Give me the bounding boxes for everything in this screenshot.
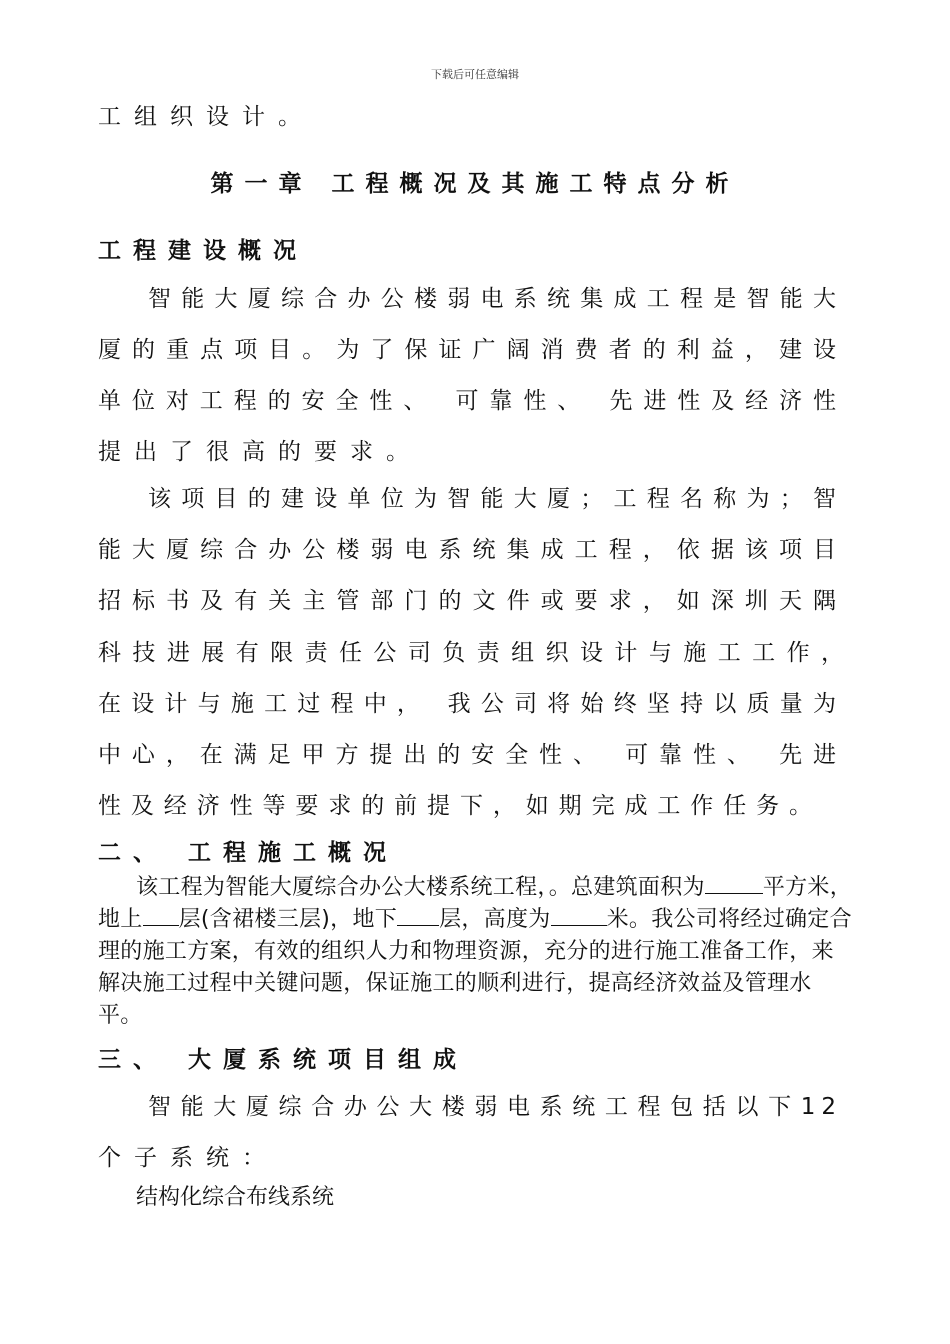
chapter-title: 第一章 工程概况及其施工特点分析 — [210, 171, 740, 197]
para2-line3: 招标书及有关主管部门的文件或要求，如深圳天隅 — [98, 588, 842, 614]
section2-paragraph — [98, 872, 854, 1032]
section3-para-line2: 个子系统： — [98, 1145, 278, 1171]
section2-text-a: 该工程为智能大厦综合办公大楼系统工程，。总建筑面积为 — [136, 875, 705, 900]
section2-title: 二、 工程施工概况 — [98, 840, 399, 866]
system-item-1: 结构化综合布线系统 — [136, 1185, 335, 1210]
para2-line4: 科技进展有限责任公司负责组织设计与施工工作， — [98, 640, 850, 666]
section2-text-b: 平方米，地上 — [98, 875, 853, 932]
para1-line4: 提出了很高的要求。 — [98, 439, 422, 465]
floors-below-blank — [397, 905, 439, 926]
section3-title: 三、 大厦系统项目组成 — [98, 1047, 469, 1073]
section2-text-d: 层，高度为 — [439, 907, 551, 932]
para2-line7: 性及经济性等要求的前提下，如期完成工作任务。 — [98, 793, 818, 819]
page-header: 下载后可任意编辑 — [431, 68, 519, 81]
area-blank — [705, 873, 763, 894]
section1-title: 工程建设概况 — [98, 238, 308, 264]
height-blank — [551, 905, 607, 926]
section2-text-c: 层(含裙楼三层)，地下 — [178, 907, 398, 932]
para2-line5: 在设计与施工过程中， 我公司将始终坚持以质量为 — [98, 691, 842, 717]
para1-line1: 智能大厦综合办公楼弱电系统集成工程是智能大 — [148, 286, 842, 312]
floors-above-blank — [143, 905, 179, 926]
para2-line1: 该项目的建设单位为智能大厦；工程名称为；智 — [148, 486, 842, 512]
para1-line2: 厦的重点项目。为了保证广阔消费者的利益，建设 — [98, 337, 842, 363]
para2-line2: 能大厦综合办公楼弱电系统集成工程，依据该项目 — [98, 537, 842, 563]
section2-text-e: 米。我公司将经过确定合理的施工方案，有效的组织人力和物理资源，充分的进行施工准备工作，来解决施工过程中关键问题，保证施工的顺利进行，提高经济效益及管理水平。 — [98, 907, 852, 1028]
para1-line3: 单位对工程的安全性、 可靠性、 先进性及经济性 — [98, 388, 842, 414]
section3-para-line1: 智能大厦综合办公大楼弱电系统工程包括以下12 — [148, 1094, 842, 1120]
intro-tail-text: 工组织设计。 — [98, 104, 314, 130]
para2-line6: 中心，在满足甲方提出的安全性、 可靠性、 先进 — [98, 742, 842, 768]
